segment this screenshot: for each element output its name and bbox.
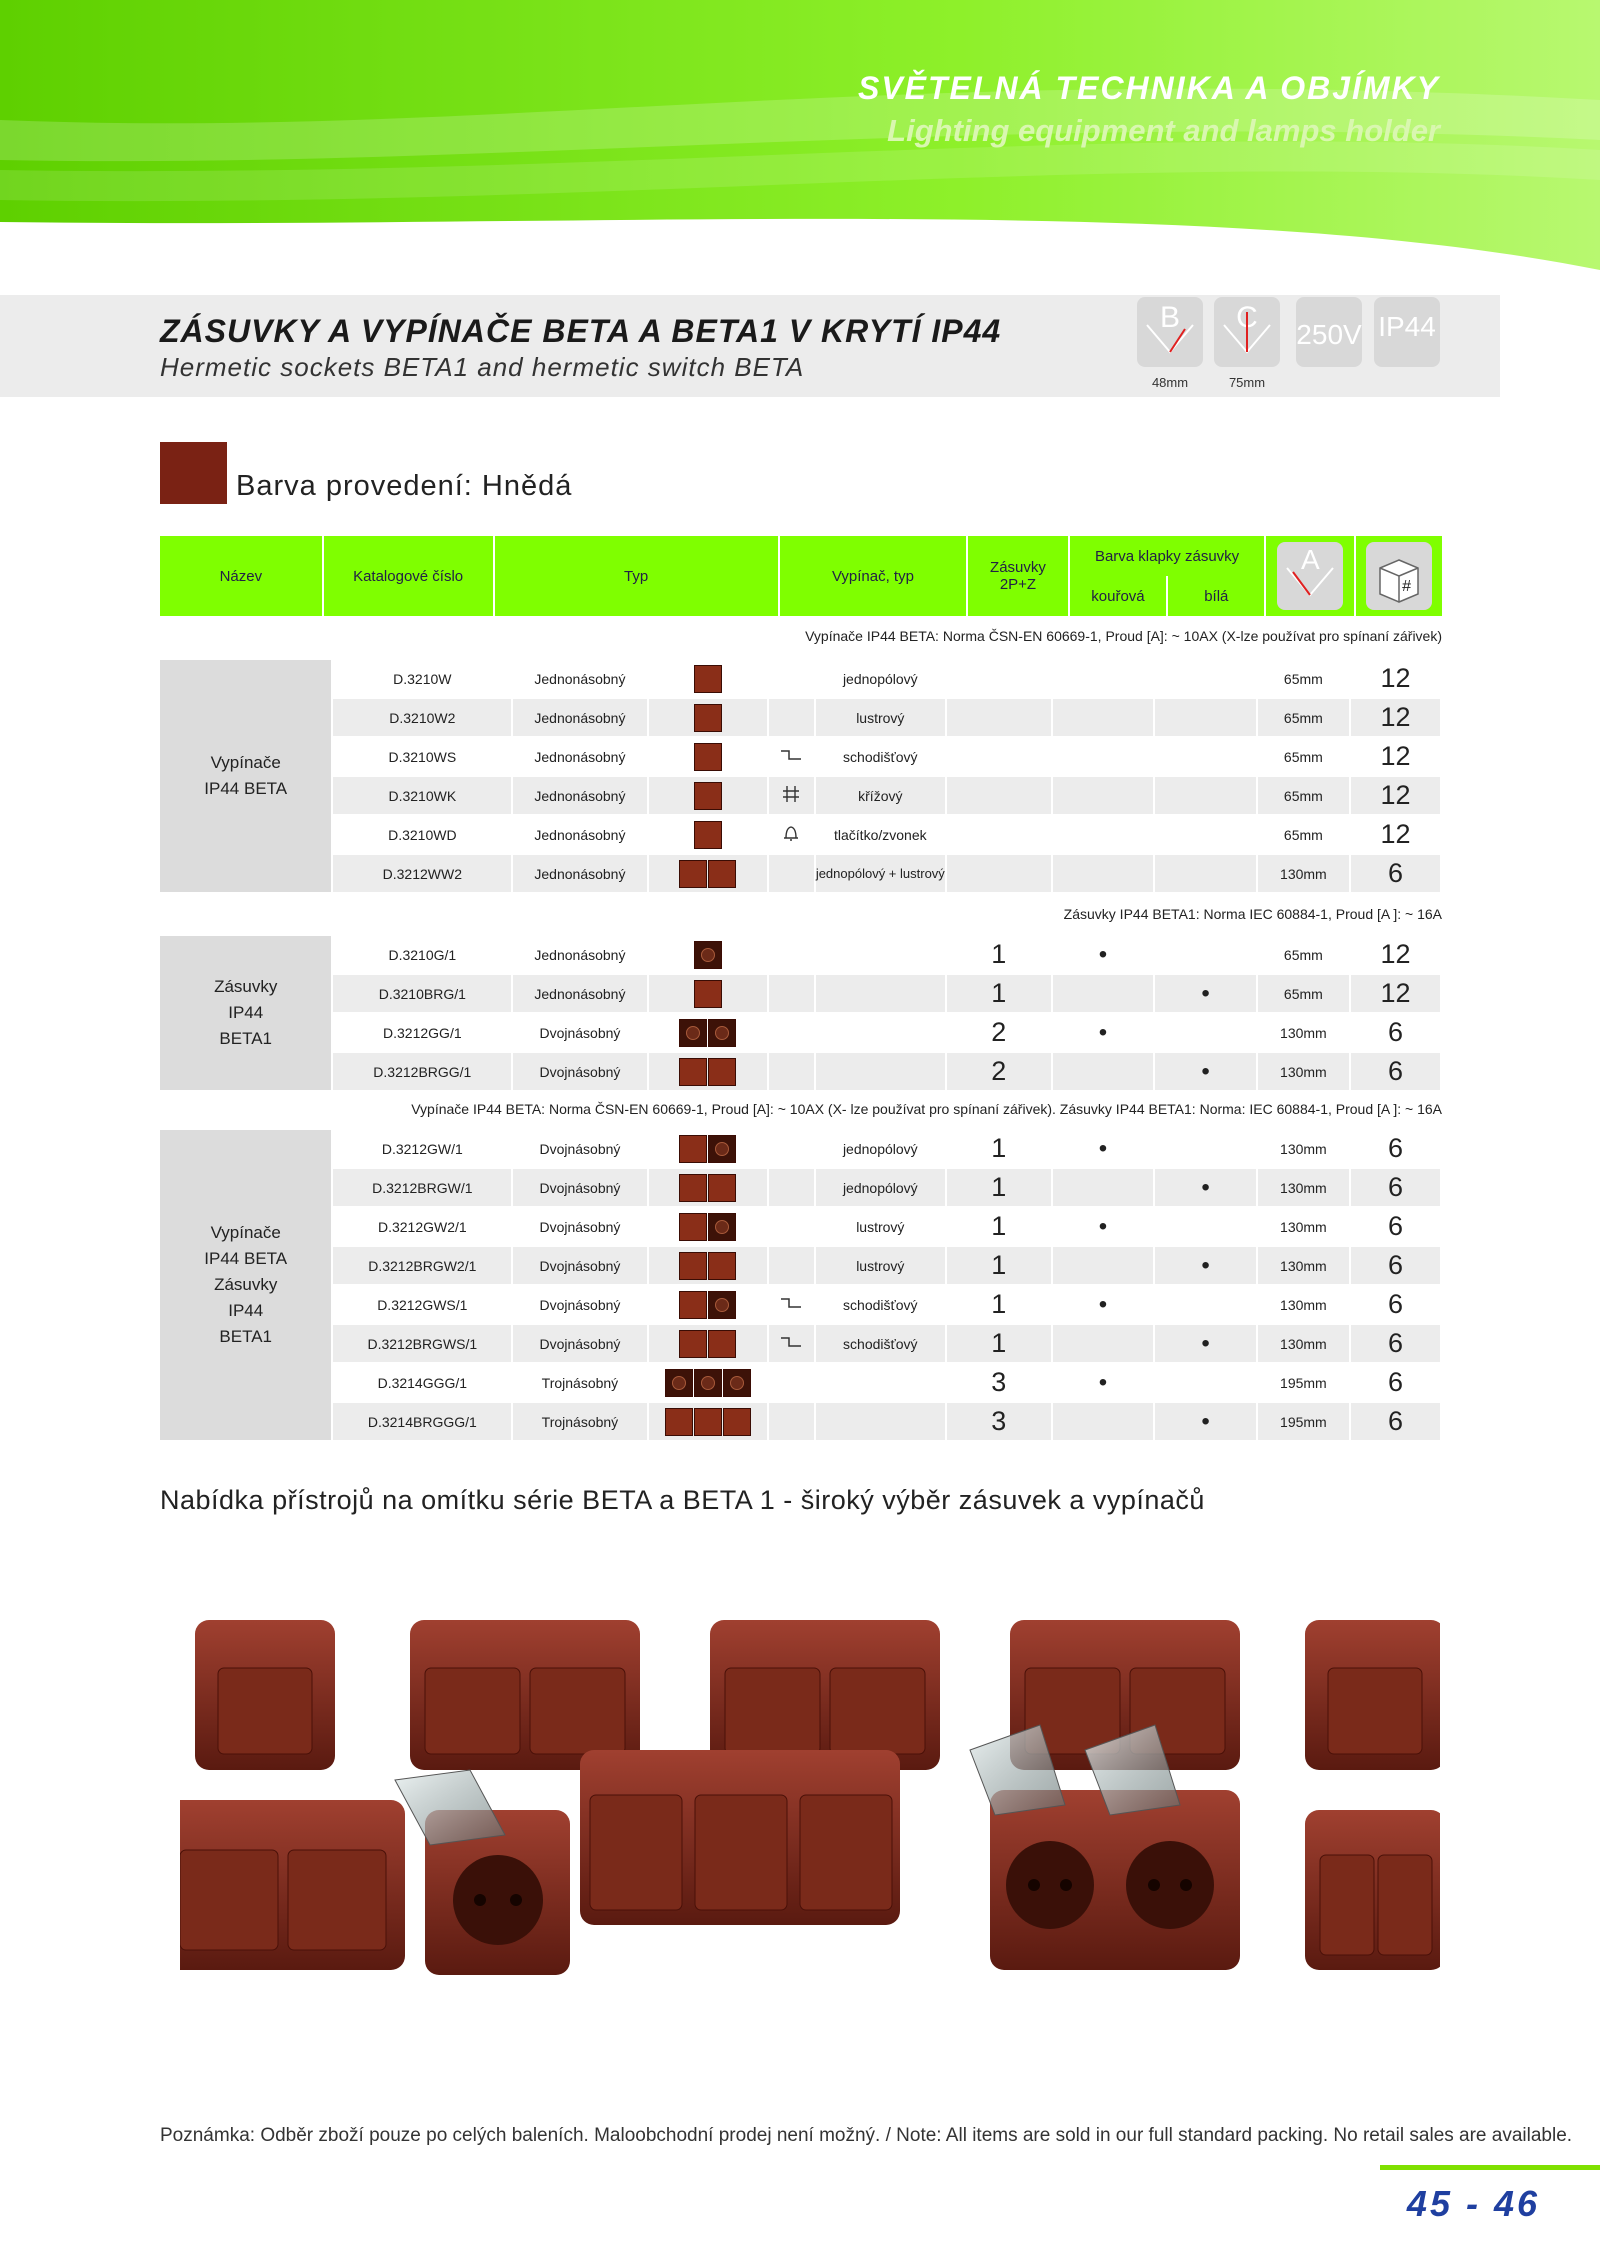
flap-white [1154,815,1257,854]
switch-type: schodišťový [815,737,946,776]
flap-smoke [1052,698,1155,737]
sockets-count: 1 [946,974,1052,1013]
ip-rating-icon: IP44 [1374,297,1440,367]
voltage-icon: 250V [1296,297,1362,367]
sockets-count: 1 [946,1168,1052,1207]
product-image [648,1285,769,1324]
catalog-code: D.3214GGG/1 [332,1363,512,1402]
group-label-combo: Vypínače IP44 BETA Zásuvky IP44 BETA1 [160,1130,332,1441]
dimension: 65mm [1257,815,1350,854]
switch-symbol [768,1052,815,1091]
product-type: Dvojnásobný [512,1285,647,1324]
flap-smoke [1052,1324,1155,1363]
flap-white [1154,660,1257,698]
catalog-code: D.3210BRG/1 [332,974,512,1013]
catalog-code: D.3212GWS/1 [332,1285,512,1324]
dimension: 130mm [1257,1285,1350,1324]
sockets-count: 1 [946,936,1052,974]
catalog-code: D.3212BRGG/1 [332,1052,512,1091]
catalog-code: D.3212BRGW2/1 [332,1246,512,1285]
catalog-code: D.3210W2 [332,698,512,737]
dimension: 65mm [1257,936,1350,974]
table-row [160,1402,1441,1441]
product-image [648,698,769,737]
pack-qty: 6 [1350,1013,1441,1052]
switch-type: lustrový [815,1246,946,1285]
product-image [648,1402,769,1441]
flap-white [1154,1363,1257,1402]
footer-note: Poznámka: Odběr zboží pouze po celých baleních. Maloobchodní prodej není možný. / Note: All items are sold in our full standard packing. No retail sales are available. [160,2125,1573,2146]
flap-smoke: • [1052,1130,1155,1168]
col-type: Typ [494,536,779,616]
flap-smoke [1052,737,1155,776]
flap-white: • [1154,1324,1257,1363]
catalog-code: D.3212WW2 [332,854,512,893]
switch-type [815,936,946,974]
switch-type: jednopólový [815,1168,946,1207]
switch-symbol [768,854,815,893]
dimension-c-caption: 75mm [1228,375,1266,390]
banner-title: SVĚTELNÁ TECHNIKA A OBJÍMKY [857,70,1440,106]
table-row [160,1130,1441,1168]
dimension: 130mm [1257,1130,1350,1168]
product-type: Trojnásobný [512,1402,647,1441]
table-header [160,536,1442,616]
flap-white [1154,698,1257,737]
table-row [160,854,1441,893]
switch-symbol [768,1402,815,1441]
sockets-count [946,737,1052,776]
flap-white [1154,776,1257,815]
product-type: Jednonásobný [512,854,647,893]
product-image [648,854,769,893]
product-image [648,1324,769,1363]
catalog-code: D.3212GW2/1 [332,1207,512,1246]
flap-smoke [1052,854,1155,893]
product-image [648,737,769,776]
flap-white: • [1154,1402,1257,1441]
dimension: 65mm [1257,974,1350,1013]
flap-smoke [1052,776,1155,815]
flap-white: • [1154,1052,1257,1091]
dimension: 65mm [1257,776,1350,815]
package-icon: # [1366,542,1432,610]
flap-smoke [1052,1246,1155,1285]
cross-switch-icon [768,776,815,815]
table-row [160,1363,1441,1402]
col-flap-color: Barva klapky zásuvky [1069,536,1266,576]
pack-qty: 6 [1350,1168,1441,1207]
product-type: Jednonásobný [512,776,647,815]
dimension: 195mm [1257,1363,1350,1402]
product-image [648,1168,769,1207]
top-banner [0,0,1600,270]
sockets-count [946,854,1052,893]
switch-type: tlačítko/zvonek [815,815,946,854]
product-type: Jednonásobný [512,974,647,1013]
catalog-code: D.3212BRGWS/1 [332,1324,512,1363]
product-type: Jednonásobný [512,815,647,854]
product-type: Jednonásobný [512,660,647,698]
flap-smoke [1052,974,1155,1013]
catalog-code: D.3210WS [332,737,512,776]
col-pack [1355,536,1442,616]
product-image [648,1130,769,1168]
catalog-code: D.3214BRGGG/1 [332,1402,512,1441]
flap-white: • [1154,1246,1257,1285]
flap-smoke: • [1052,1013,1155,1052]
switch-symbol [768,1013,815,1052]
switch-type: křížový [815,776,946,815]
product-type: Dvojnásobný [512,1130,647,1168]
pack-qty: 6 [1350,1246,1441,1285]
sockets-count: 1 [946,1246,1052,1285]
switch-symbol [768,936,815,974]
table-row [160,660,1441,698]
flap-white [1154,854,1257,893]
dimension-b-icon: B [1137,297,1203,367]
note-combo: Vypínače IP44 BETA: Norma ČSN-EN 60669-1, Proud [A]: ~ 10AX (X- lze používat pro spínaní zářivek). Zásuvky IP44 BETA1: Norma: IEC 60884-1, Proud [A ]: ~ 16A [411,1101,1442,1117]
combo-table [160,1130,1442,1442]
sockets-count: 1 [946,1130,1052,1168]
color-swatch [160,442,227,504]
switch-type [815,1363,946,1402]
table-row [160,1013,1441,1052]
product-type: Jednonásobný [512,698,647,737]
flap-white [1154,1285,1257,1324]
flap-smoke [1052,660,1155,698]
product-type: Jednonásobný [512,936,647,974]
staircase-switch-icon [768,1324,815,1363]
switch-type: jednopólový + lustrový [815,854,946,893]
pack-qty: 6 [1350,1052,1441,1091]
pack-qty: 6 [1350,1324,1441,1363]
sockets-count: 1 [946,1285,1052,1324]
switch-symbol [768,1130,815,1168]
sockets-count [946,698,1052,737]
sockets-count [946,660,1052,698]
dimension: 65mm [1257,698,1350,737]
product-image [648,776,769,815]
flap-smoke: • [1052,1285,1155,1324]
pack-qty: 12 [1350,737,1441,776]
banner-subtitle: Lighting equipment and lamps holder [887,113,1440,148]
table-row [160,815,1441,854]
product-type: Dvojnásobný [512,1324,647,1363]
dimension: 130mm [1257,1013,1350,1052]
dimension: 130mm [1257,1168,1350,1207]
flap-smoke [1052,815,1155,854]
switch-symbol [768,1363,815,1402]
page-title: ZÁSUVKY A VYPÍNAČE BETA A BETA1 V KRYTÍ IP44 [160,313,1002,349]
dimension: 130mm [1257,1246,1350,1285]
table-row [160,1324,1441,1363]
table-row [160,1285,1441,1324]
sockets-count: 3 [946,1363,1052,1402]
product-image [648,1246,769,1285]
sockets-count: 1 [946,1207,1052,1246]
sockets-count: 2 [946,1013,1052,1052]
dimension: 65mm [1257,660,1350,698]
dimension: 65mm [1257,737,1350,776]
product-image [648,660,769,698]
switch-symbol [768,1207,815,1246]
pack-qty: 12 [1350,815,1441,854]
product-type: Dvojnásobný [512,1246,647,1285]
table-row [160,974,1441,1013]
product-type: Dvojnásobný [512,1168,647,1207]
flap-smoke: • [1052,936,1155,974]
product-type: Dvojnásobný [512,1052,647,1091]
col-name: Název [160,536,323,616]
col-switch-type: Vypínač, typ [779,536,968,616]
dimension: 130mm [1257,1207,1350,1246]
pack-qty: 6 [1350,1207,1441,1246]
flap-white [1154,737,1257,776]
flap-white [1154,1130,1257,1168]
flap-smoke [1052,1168,1155,1207]
flap-smoke [1052,1052,1155,1091]
pack-qty: 6 [1350,1402,1441,1441]
product-image [648,1207,769,1246]
catalog-code: D.3212GG/1 [332,1013,512,1052]
col-flap-smoke: kouřová [1069,576,1168,616]
staircase-switch-icon [768,1285,815,1324]
product-image [648,815,769,854]
dimension: 195mm [1257,1402,1350,1441]
switch-type: schodišťový [815,1324,946,1363]
flap-white [1154,936,1257,974]
pack-qty: 6 [1350,1285,1441,1324]
sockets-count: 2 [946,1052,1052,1091]
product-image [648,974,769,1013]
switch-type [815,1013,946,1052]
pack-qty: 12 [1350,698,1441,737]
sockets-table [160,936,1442,1092]
pack-qty: 12 [1350,660,1441,698]
col-dimension [1265,536,1355,616]
group-label-switches: Vypínače IP44 BETA [160,660,332,893]
product-photo [180,1600,1440,2020]
sockets-count: 3 [946,1402,1052,1441]
switch-symbol [768,1168,815,1207]
flap-white [1154,1013,1257,1052]
col-catalog: Katalogové číslo [323,536,494,616]
pack-qty: 6 [1350,1363,1441,1402]
catalog-code: D.3210W [332,660,512,698]
pack-qty: 12 [1350,776,1441,815]
switch-symbol [768,1246,815,1285]
note-sockets: Zásuvky IP44 BETA1: Norma IEC 60884-1, Proud [A ]: ~ 16A [1063,906,1442,922]
switch-symbol [768,974,815,1013]
dimension-c-icon: C [1214,297,1280,367]
product-type: Dvojnásobný [512,1013,647,1052]
table-row [160,936,1441,974]
flap-white [1154,1207,1257,1246]
switch-type: lustrový [815,1207,946,1246]
page-number: 45 - 46 [1406,2183,1540,2224]
switch-symbol [768,698,815,737]
pack-qty: 12 [1350,974,1441,1013]
group-label-sockets: Zásuvky IP44 BETA1 [160,936,332,1091]
product-type: Trojnásobný [512,1363,647,1402]
dimension-a-icon: A [1277,542,1343,610]
sockets-count [946,815,1052,854]
table-row [160,776,1441,815]
switch-type [815,1052,946,1091]
switch-type [815,1402,946,1441]
pack-qty: 6 [1350,1130,1441,1168]
dimension-b-caption: 48mm [1151,375,1189,390]
product-type: Jednonásobný [512,737,647,776]
sockets-count: 1 [946,1324,1052,1363]
pack-qty: 12 [1350,936,1441,974]
offer-heading: Nabídka přístrojů na omítku série BETA a BETA 1 - široký výběr zásuvek a vypínačů [160,1485,1205,1515]
pack-qty: 6 [1350,854,1441,893]
switches-table [160,660,1442,894]
flap-white: • [1154,974,1257,1013]
footer-accent-line [1380,2165,1600,2170]
col-sockets: Zásuvky 2P+Z [967,536,1069,616]
switch-type [815,974,946,1013]
staircase-switch-icon [768,737,815,776]
color-label: Barva provedení: Hnědá [236,470,573,502]
table-row [160,1052,1441,1091]
bell-icon [768,815,815,854]
flap-smoke: • [1052,1363,1155,1402]
catalog-code: D.3210WD [332,815,512,854]
dimension: 130mm [1257,854,1350,893]
product-image [648,1052,769,1091]
flap-smoke [1052,1402,1155,1441]
dimension: 130mm [1257,1324,1350,1363]
note-switches: Vypínače IP44 BETA: Norma ČSN-EN 60669-1, Proud [A]: ~ 10AX (X-lze používat pro spínaní zářivek) [805,628,1442,644]
sockets-count [946,776,1052,815]
dimension: 130mm [1257,1052,1350,1091]
catalog-code: D.3212GW/1 [332,1130,512,1168]
catalog-code: D.3210WK [332,776,512,815]
switch-symbol [768,660,815,698]
product-image [648,1013,769,1052]
switch-type: schodišťový [815,1285,946,1324]
flap-white: • [1154,1168,1257,1207]
table-row [160,737,1441,776]
switch-type: lustrový [815,698,946,737]
product-type: Dvojnásobný [512,1207,647,1246]
catalog-code: D.3212BRGW/1 [332,1168,512,1207]
switch-type: jednopólový [815,1130,946,1168]
table-row [160,1207,1441,1246]
catalog-code: D.3210G/1 [332,936,512,974]
product-image [648,1363,769,1402]
flap-smoke: • [1052,1207,1155,1246]
table-row [160,698,1441,737]
col-flap-white: bílá [1167,576,1265,616]
switch-type: jednopólový [815,660,946,698]
table-row [160,1168,1441,1207]
page-subtitle: Hermetic sockets BETA1 and hermetic switch BETA [160,352,805,382]
product-image [648,936,769,974]
table-row [160,1246,1441,1285]
